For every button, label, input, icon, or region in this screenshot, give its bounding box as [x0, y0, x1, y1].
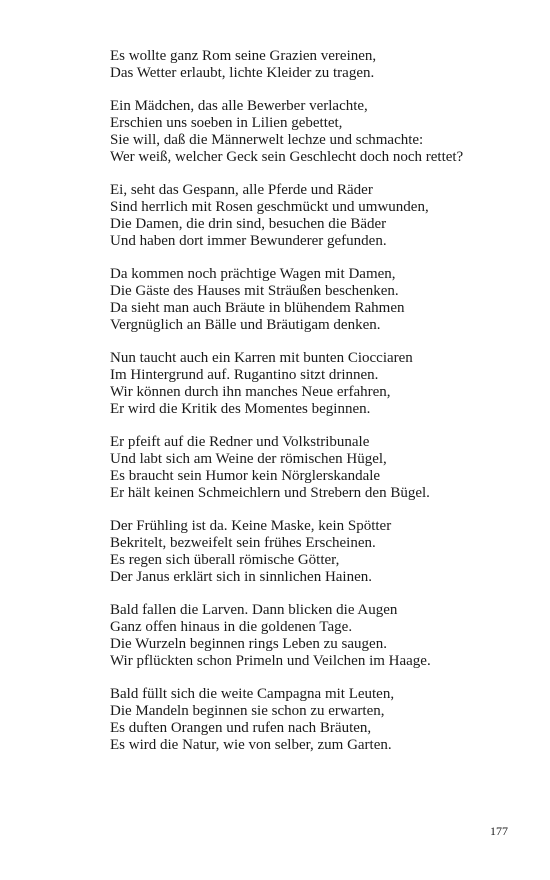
- verse-line: Ein Mädchen, das alle Bewerber verlachte,: [110, 98, 368, 115]
- verse-line: Und haben dort immer Bewunderer gefunden.: [110, 232, 387, 249]
- verse-line: Die Gäste des Hauses mit Sträußen beschenken.: [110, 283, 399, 300]
- verse-line: Vergnüglich an Bälle und Bräutigam denken.: [110, 316, 381, 333]
- verse-line: Es duften Orangen und rufen nach Bräuten,: [110, 719, 372, 736]
- stanza-6: [110, 434, 530, 501]
- verse-line: Und labt sich am Weine der römischen Hügel,: [110, 451, 387, 468]
- verse-line: Er hält keinen Schmeichlern und Strebern den Bügel.: [110, 484, 430, 501]
- poem-body: [110, 48, 530, 770]
- verse-line: Es regen sich überall römische Götter,: [110, 551, 340, 568]
- verse-line: Es wollte ganz Rom seine Grazien vereinen,: [110, 48, 377, 64]
- stanza-8: [110, 602, 530, 669]
- verse-line: Der Frühling ist da. Keine Maske, kein Spötter: [110, 518, 392, 535]
- verse-line: Es wird die Natur, wie von selber, zum Garten.: [110, 736, 392, 753]
- verse-line: Ei, seht das Gespann, alle Pferde und Räder: [110, 182, 373, 199]
- stanza-7: [110, 518, 530, 585]
- page-number: 177: [490, 824, 508, 838]
- verse-line: Die Mandeln beginnen sie schon zu erwarten,: [110, 703, 385, 720]
- verse-line: Da kommen noch prächtige Wagen mit Damen,: [110, 266, 396, 283]
- verse-line: Bekritelt, bezweifelt sein frühes Erscheinen.: [110, 535, 376, 552]
- verse-line: Es braucht sein Humor kein Nörglerskandale: [110, 467, 381, 484]
- verse-line: Er pfeift auf die Redner und Volkstribunale: [110, 434, 370, 451]
- verse-line: Wer weiß, welcher Geck sein Geschlecht doch noch rettet?: [110, 148, 464, 165]
- verse-line: Das Wetter erlaubt, lichte Kleider zu tragen.: [110, 64, 375, 81]
- stanza-1: [110, 48, 530, 82]
- verse-line: Nun taucht auch ein Karren mit bunten Ciocciaren: [110, 350, 413, 367]
- verse-line: Der Janus erklärt sich in sinnlichen Hainen.: [110, 568, 373, 585]
- verse-line: Sind herrlich mit Rosen geschmückt und umwunden,: [110, 199, 429, 216]
- stanza-2: [110, 98, 530, 165]
- stanza-3: [110, 182, 530, 249]
- stanza-4: [110, 266, 530, 333]
- verse-line: Sie will, daß die Männerwelt lechze und schmachte:: [110, 131, 424, 148]
- verse-line: Ganz offen hinaus in die goldenen Tage.: [110, 619, 353, 636]
- verse-line: Im Hintergrund auf. Rugantino sitzt drinnen.: [110, 367, 379, 384]
- stanza-9: [110, 686, 530, 753]
- verse-line: Bald fallen die Larven. Dann blicken die Augen: [110, 602, 398, 619]
- verse-line: Er wird die Kritik des Momentes beginnen.: [110, 400, 371, 417]
- verse-line: Bald füllt sich die weite Campagna mit Leuten,: [110, 686, 395, 703]
- verse-line: Die Wurzeln beginnen rings Leben zu saugen.: [110, 635, 387, 652]
- stanza-5: [110, 350, 530, 417]
- verse-line: Die Damen, die drin sind, besuchen die Bäder: [110, 215, 387, 232]
- verse-line: Wir pflückten schon Primeln und Veilchen im Haage.: [110, 652, 431, 669]
- verse-line: Erschien uns soeben in Lilien gebettet,: [110, 115, 343, 132]
- verse-line: Wir können durch ihn manches Neue erfahren,: [110, 383, 391, 400]
- verse-line: Da sieht man auch Bräute in blühendem Rahmen: [110, 299, 405, 316]
